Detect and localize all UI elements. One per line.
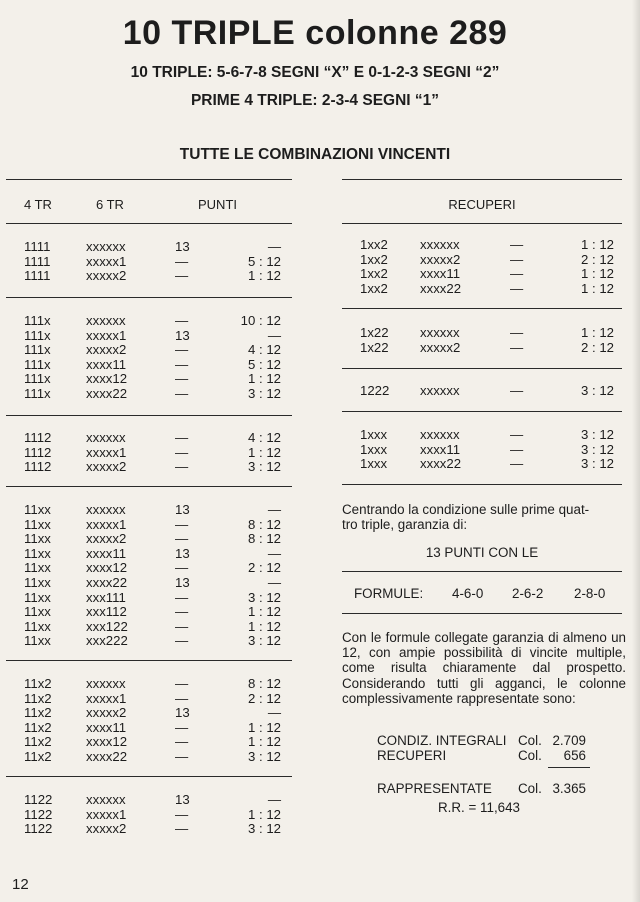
col-header-6tr: 6 TR [96, 197, 124, 212]
points-12: — [267, 705, 281, 721]
points-13: — [510, 251, 524, 267]
points-13: — [175, 749, 189, 764]
code-4tr: 11x2 [24, 719, 52, 735]
code-6tr: xxxxx2 [86, 821, 127, 837]
code-4tr: 1111 [24, 253, 51, 269]
summary-recuperi-col: Col. [518, 748, 542, 763]
points-12: 3 : 12 [581, 427, 614, 442]
summary-sum-rule [548, 767, 590, 768]
code-6tr: xxxxxx [420, 325, 460, 340]
code-6tr: xxxx11 [86, 719, 127, 735]
code-4tr: 11xx [24, 502, 51, 517]
points-12: 1 : 12 [581, 237, 614, 252]
points-13: 13 [175, 575, 190, 590]
points-12: 1 : 12 [248, 268, 281, 284]
points-13: — [175, 589, 189, 605]
code-4tr: 1122 [24, 806, 53, 822]
code-6tr: xxxxxx [86, 502, 126, 517]
formule-top-rule [342, 571, 622, 572]
code-4tr: 11xx [24, 516, 51, 532]
code-4tr: 1112 [24, 444, 52, 460]
code-4tr: 111x [24, 356, 51, 372]
points-12: 5 : 12 [248, 253, 281, 269]
code-4tr: 1xxx [360, 427, 388, 442]
code-6tr: xxxxx2 [86, 459, 127, 475]
formula-2: 2-6-2 [512, 586, 544, 601]
points-13: — [175, 676, 189, 691]
code-4tr: 1222 [360, 383, 390, 398]
subtitle-prime: PRIME 4 TRIPLE: 2-3-4 SEGNI “1” [190, 92, 440, 109]
code-4tr: 11x2 [24, 705, 52, 721]
code-4tr: 11xx [24, 589, 51, 605]
points-12: 2 : 12 [248, 560, 281, 576]
code-6tr: xxxx12 [86, 734, 128, 750]
points-12: 3 : 12 [248, 821, 281, 837]
code-4tr: 1112 [24, 459, 52, 475]
points-13: — [175, 516, 189, 532]
subtitle-triple: 10 TRIPLE: 5-6-7-8 SEGNI “X” E 0-1-2-3 SEGNI “2” [130, 64, 500, 81]
points-13: — [175, 531, 189, 547]
summary-rappresentate-value: 3.365 [552, 781, 586, 796]
code-6tr: xxxxxx [86, 239, 126, 254]
points-13: 13 [175, 705, 190, 721]
code-6tr: xxxxx2 [86, 531, 127, 547]
code-6tr: xxxxx1 [86, 327, 127, 343]
code-6tr: xxxxxx [86, 313, 126, 328]
points-12: 2 : 12 [248, 690, 281, 706]
code-6tr: xxxx11 [86, 356, 127, 372]
page-number: 12 [12, 876, 29, 893]
points-13: — [175, 444, 189, 460]
left-table-header-rule [6, 223, 292, 224]
code-4tr: 111x [24, 342, 51, 358]
summary-rappresentate-label: RAPPRESENTATE [377, 781, 492, 796]
points-12: 8 : 12 [248, 531, 281, 547]
points-12: 1 : 12 [248, 719, 281, 735]
points-12: 4 : 12 [248, 342, 281, 358]
code-4tr: 111x [24, 313, 51, 328]
group-separator [342, 484, 622, 485]
code-4tr: 11xx [24, 560, 51, 576]
code-6tr: xxxx11 [86, 545, 127, 561]
points-13: — [510, 339, 524, 355]
points-13: — [175, 806, 189, 822]
left-table-top-rule [6, 179, 292, 180]
code-6tr: xxxx22 [86, 575, 128, 590]
points-12: — [267, 327, 281, 343]
code-6tr: xxx122 [86, 618, 128, 634]
code-6tr: xxxxxx [420, 237, 460, 252]
summary-integrali-col: Col. [518, 733, 542, 748]
right-table-header-rule [342, 223, 622, 224]
points-12: 3 : 12 [248, 749, 281, 764]
points-12: 2 : 12 [581, 339, 614, 355]
points-13: 13 [175, 792, 190, 807]
code-6tr: xxxxx2 [86, 268, 127, 284]
points-13: — [175, 268, 189, 284]
points-12: 1 : 12 [581, 266, 614, 282]
code-6tr: xxxx22 [420, 456, 462, 472]
points-12: 3 : 12 [248, 633, 281, 649]
code-6tr: xxxxx1 [86, 690, 127, 706]
points-12: 3 : 12 [248, 459, 281, 475]
col-header-4tr: 4 TR [24, 197, 52, 212]
code-4tr: 1122 [24, 821, 53, 837]
formule-label: FORMULE: [354, 586, 424, 601]
summary-integrali-label: CONDIZ. INTEGRALI [377, 733, 507, 748]
points-12: 5 : 12 [248, 356, 281, 372]
points-13: — [175, 560, 189, 576]
code-6tr: xxxxxx [86, 430, 126, 445]
code-4tr: 1xxx [360, 456, 388, 472]
code-4tr: 1122 [24, 792, 53, 807]
section-heading: TUTTE LE COMBINAZIONI VINCENTI [179, 146, 451, 163]
points-13: — [175, 386, 189, 401]
code-6tr: xxxxxx [420, 427, 460, 442]
code-4tr: 11xx [24, 575, 51, 590]
points-13: — [510, 280, 524, 296]
points-12: 1 : 12 [248, 371, 281, 387]
page-title: 10 TRIPLE colonne 289 [122, 14, 508, 52]
code-4tr: 11xx [24, 633, 51, 649]
code-6tr: xxxxx1 [86, 444, 127, 460]
code-4tr: 1xx2 [360, 266, 388, 282]
code-6tr: xxxx22 [420, 280, 462, 296]
points-12: 1 : 12 [248, 618, 281, 634]
code-6tr: xxxxx1 [86, 806, 127, 822]
points-13: — [510, 237, 524, 252]
formula-1: 4-6-0 [452, 586, 484, 601]
summary-rr: R.R. = 11,643 [438, 800, 521, 815]
code-4tr: 1112 [24, 430, 52, 445]
code-4tr: 11x2 [24, 734, 52, 750]
group-separator [342, 308, 622, 309]
code-6tr: xxx112 [86, 604, 127, 620]
code-4tr: 11x2 [24, 676, 52, 691]
points-13: — [175, 821, 189, 837]
code-4tr: 1xx2 [360, 251, 388, 267]
points-13: — [175, 342, 189, 358]
points-12: 8 : 12 [248, 516, 281, 532]
points-12: 3 : 12 [581, 456, 614, 472]
points-12: 1 : 12 [581, 325, 614, 340]
group-separator [6, 297, 292, 298]
summary-recuperi-label: RECUPERI [377, 748, 447, 763]
points-12: 8 : 12 [248, 676, 281, 691]
points-12: — [267, 545, 281, 561]
code-4tr: 1xx2 [360, 237, 388, 252]
col-header-recuperi: RECUPERI [448, 197, 516, 212]
points-13: — [510, 427, 524, 442]
code-4tr: 1x22 [360, 339, 389, 355]
col-header-punti: PUNTI [198, 197, 237, 212]
summary-integrali-value: 2.709 [552, 733, 586, 748]
points-13: — [175, 430, 189, 445]
punti-text: 13 PUNTI CON LE [425, 545, 539, 560]
points-13: — [175, 313, 189, 328]
points-12: — [267, 792, 281, 807]
points-12: 10 : 12 [240, 313, 281, 328]
code-4tr: 111x [24, 371, 51, 387]
points-13: 13 [175, 502, 190, 517]
code-4tr: 1111 [24, 268, 51, 284]
points-13: — [175, 371, 189, 387]
code-6tr: xxxxx2 [420, 339, 461, 355]
points-13: — [175, 690, 189, 706]
code-4tr: 11xx [24, 618, 51, 634]
code-4tr: 1111 [24, 239, 51, 254]
points-12: — [267, 575, 281, 590]
points-13: — [510, 441, 524, 457]
code-6tr: xxxx12 [86, 560, 128, 576]
points-12: 3 : 12 [248, 386, 281, 401]
formula-3: 2-8-0 [574, 586, 606, 601]
code-6tr: xxxxxx [86, 676, 126, 691]
group-separator [6, 486, 292, 487]
points-12: 1 : 12 [248, 806, 281, 822]
code-4tr: 1xxx [360, 441, 388, 457]
code-6tr: xxxxx2 [86, 705, 127, 721]
group-separator [6, 660, 292, 661]
code-6tr: xxxxx2 [86, 342, 127, 358]
code-4tr: 111x [24, 327, 51, 343]
points-12: — [267, 502, 281, 517]
page-edge-shadow [632, 0, 640, 902]
code-4tr: 11xx [24, 531, 51, 547]
code-4tr: 11xx [24, 545, 51, 561]
code-6tr: xxxx22 [86, 749, 128, 764]
points-13: — [175, 253, 189, 269]
code-4tr: 1x22 [360, 325, 389, 340]
code-4tr: 11x2 [24, 690, 52, 706]
summary-rappresentate-col: Col. [518, 781, 542, 796]
points-13: — [175, 604, 189, 620]
points-13: — [175, 356, 189, 372]
points-13: — [510, 266, 524, 282]
points-13: — [175, 734, 189, 750]
points-13: — [175, 719, 189, 735]
group-separator [342, 368, 622, 369]
points-12: 4 : 12 [248, 430, 281, 445]
points-13: — [510, 456, 524, 472]
group-separator [6, 415, 292, 416]
points-13: — [175, 618, 189, 634]
condition-paragraph: Centrando la condizione sulle prime quat- tro triple, garanzia di: [342, 502, 590, 533]
group-separator [6, 776, 292, 777]
code-6tr: xxxxxx [86, 792, 126, 807]
code-4tr: 11x2 [24, 749, 52, 764]
points-13: — [175, 633, 189, 649]
code-4tr: 1xx2 [360, 280, 388, 296]
points-12: 3 : 12 [581, 441, 614, 457]
points-13: — [510, 325, 524, 340]
points-12: 3 : 12 [248, 589, 281, 605]
points-12: 1 : 12 [248, 604, 281, 620]
points-13: 13 [175, 239, 190, 254]
points-12: 1 : 12 [248, 734, 281, 750]
right-table-top-rule [342, 179, 622, 180]
formule-bottom-rule [342, 613, 622, 614]
points-13: — [175, 459, 189, 475]
summary-recuperi-value: 656 [563, 748, 586, 763]
code-6tr: xxxxxx [420, 383, 460, 398]
points-12: 2 : 12 [581, 251, 614, 267]
code-6tr: xxxxx1 [86, 253, 127, 269]
group-separator [342, 411, 622, 412]
points-13: 13 [175, 545, 190, 561]
code-6tr: xxxx11 [420, 441, 461, 457]
code-6tr: xxxxx2 [420, 251, 461, 267]
points-12: 1 : 12 [248, 444, 281, 460]
points-12: 1 : 12 [581, 280, 614, 296]
code-4tr: 11xx [24, 604, 51, 620]
points-13: — [510, 383, 524, 398]
points-12: 3 : 12 [581, 383, 614, 398]
code-6tr: xxxx11 [420, 266, 461, 282]
code-6tr: xxx222 [86, 633, 128, 649]
code-6tr: xxx111 [86, 589, 126, 605]
code-6tr: xxxx12 [86, 371, 128, 387]
code-6tr: xxxx22 [86, 386, 128, 401]
guarantee-paragraph: Con le formule collegate garanzia di almeno un 12, con ampie possibilità di vincite multiple, come risulta chiaramente dal prospetto. Considerando tutti gli agganci, le colonne complessivamente rappresentate sono: [342, 630, 626, 706]
code-6tr: xxxxx1 [86, 516, 127, 532]
points-13: 13 [175, 327, 190, 343]
points-12: — [267, 239, 281, 254]
code-4tr: 111x [24, 386, 51, 401]
